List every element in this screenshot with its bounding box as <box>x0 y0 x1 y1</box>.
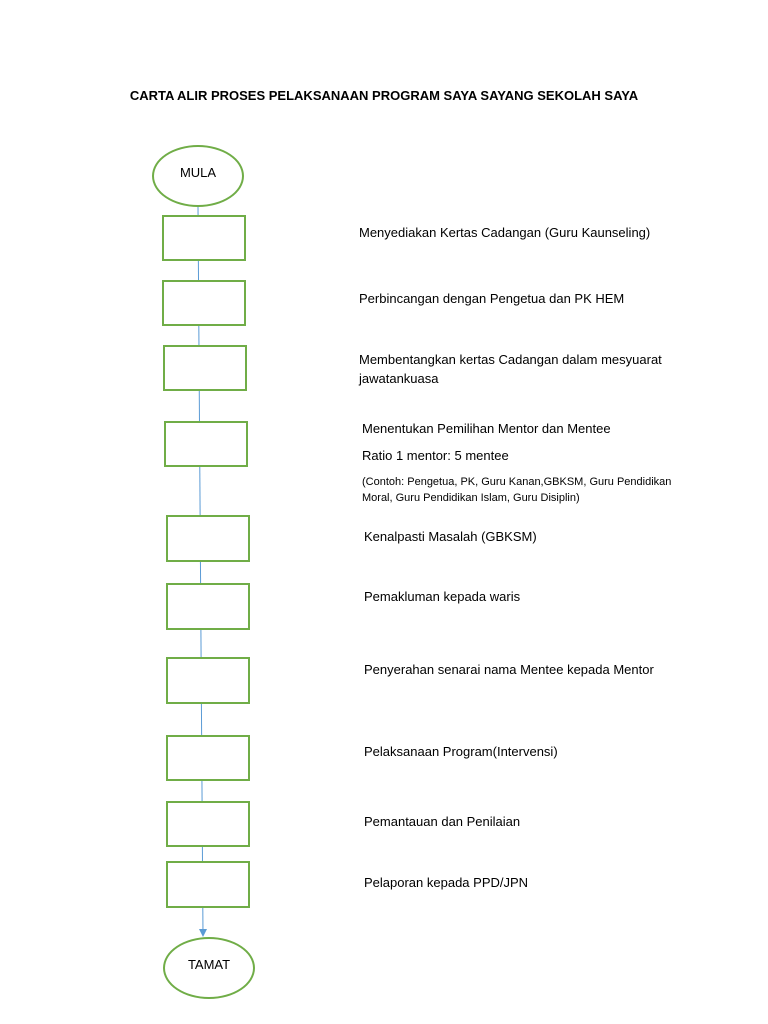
step-box-5 <box>166 515 250 562</box>
start-label: MULA <box>179 164 217 180</box>
step-box-7 <box>166 657 250 704</box>
arrowhead-icon <box>199 929 207 937</box>
step-box-9 <box>166 801 250 847</box>
step-ratio: Ratio 1 mentor: 5 mentee <box>362 448 509 463</box>
step-box-10 <box>166 861 250 908</box>
step-label-6: Pemakluman kepada waris <box>364 589 521 604</box>
step-label-7: Penyerahan senarai nama Mentee kepada Mentor <box>364 662 654 677</box>
end-terminal <box>163 937 255 999</box>
step-box-8 <box>166 735 250 781</box>
step-label-2: Perbincangan dengan Pengetua dan PK HEM <box>359 291 625 306</box>
start-terminal <box>152 145 244 207</box>
step-box-2 <box>162 280 246 326</box>
step-label-1: Menyediakan Kertas Cadangan (Guru Kaunseling) <box>359 225 651 240</box>
step-note: (Contoh: Pengetua, PK, Guru Kanan,GBKSM, Guru Pendidikan Moral, Guru Pendidikan Islam, Guru Disiplin) <box>362 476 672 504</box>
end-label: TAMAT <box>187 956 231 972</box>
step-label-8: Pelaksanaan Program(Intervensi) <box>364 744 558 759</box>
step-box-3 <box>163 345 247 391</box>
step-label-4: Menentukan Pemilihan Mentor dan Mentee <box>362 421 611 436</box>
page-title: CARTA ALIR PROSES PELAKSANAAN PROGRAM SAYA SAYANG SEKOLAH SAYA <box>129 88 639 103</box>
step-label-3: Membentangkan kertas Cadangan dalam mesyuarat jawatankuasa <box>359 352 662 386</box>
step-label-10: Pelaporan kepada PPD/JPN <box>364 875 529 890</box>
step-label-5: Kenalpasti Masalah (GBKSM) <box>364 529 537 544</box>
step-box-4 <box>164 421 248 467</box>
step-box-6 <box>166 583 250 630</box>
step-box-1 <box>162 215 246 261</box>
step-label-9: Pemantauan dan Penilaian <box>364 814 521 829</box>
